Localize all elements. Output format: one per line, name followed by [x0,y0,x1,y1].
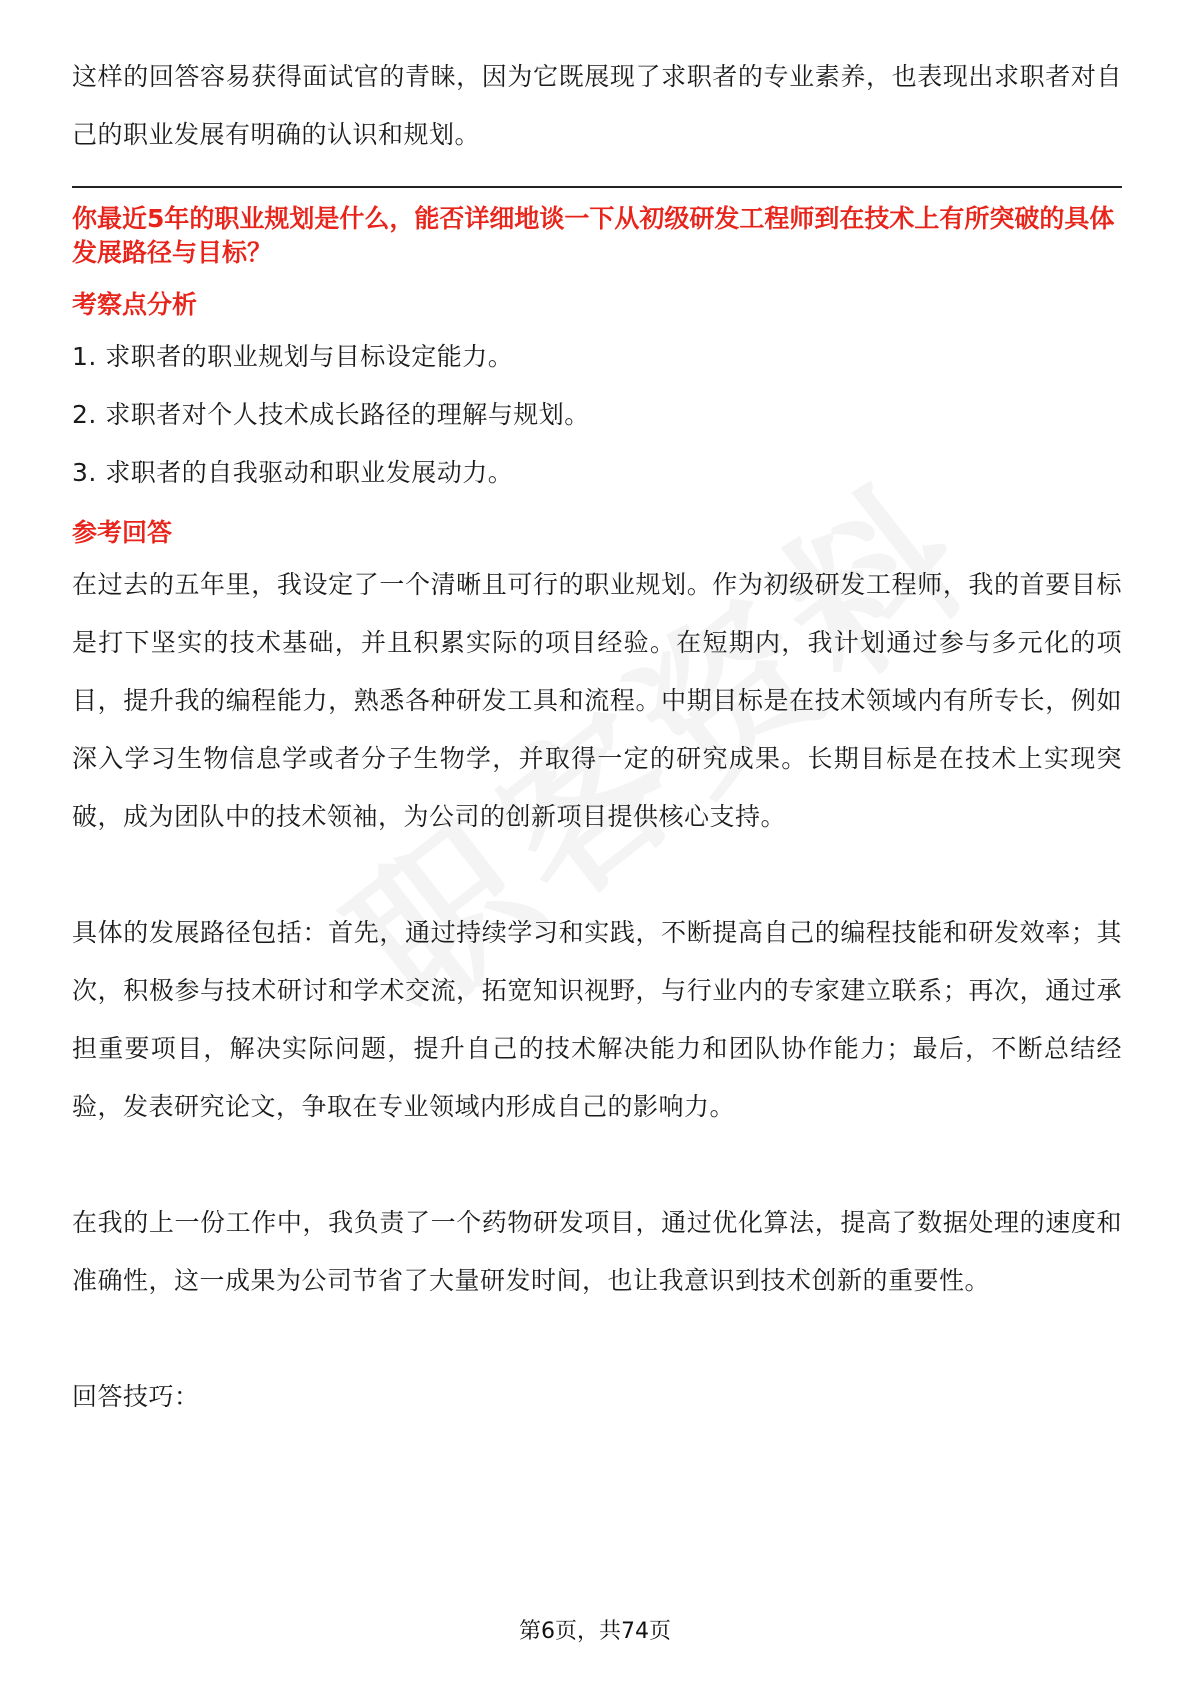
answer-paragraph: 具体的发展路径包括：首先，通过持续学习和实践，不断提高自己的编程技能和研发效率；其次，积极参与技术研讨和学术交流，拓宽知识视野，与行业内的专家建立联系；再次，通过承担重要项目，解决实际问题，提升自己的技术解决能力和团队协作能力；最后，不断总结经验，发表研究论文，争取在专业领域内形成自己的影响力。 [72,918,1122,1121]
page-content [72,48,1122,1426]
analysis-list [72,328,1122,502]
analysis-item: 3. 求职者的自我驱动和职业发展动力。 [72,458,514,487]
analysis-title: 考察点分析 [72,290,198,319]
page-number: 第6页，共74页 [519,1619,671,1644]
tips-label: 回答技巧： [72,1382,200,1411]
analysis-item: 1. 求职者的职业规划与目标设定能力。 [72,342,514,371]
question-heading: 你最近5年的职业规划是什么，能否详细地谈一下从初级研发工程师到在技术上有所突破的具体发展路径与目标？ [72,204,1115,267]
answer-title: 参考回答 [72,518,173,547]
answer-paragraph: 在过去的五年里，我设定了一个清晰且可行的职业规划。作为初级研发工程师，我的首要目标是打下坚实的技术基础，并且积累实际的项目经验。在短期内，我计划通过参与多元化的项目，提升我的编程能力，熟悉各种研发工具和流程。中期目标是在技术领域内有所专长，例如深入学习生物信息学或者分子生物学，并取得一定的研究成果。长期目标是在技术上实现突破，成为团队中的技术领袖，为公司的创新项目提供核心支持。 [72,570,1122,831]
section-divider [72,186,1122,188]
intro-paragraph: 这样的回答容易获得面试官的青睐，因为它既展现了求职者的专业素养，也表现出求职者对自己的职业发展有明确的认识和规划。 [72,62,1122,149]
analysis-item: 2. 求职者对个人技术成长路径的理解与规划。 [72,400,590,429]
answer-paragraph: 在我的上一份工作中，我负责了一个药物研发项目，通过优化算法，提高了数据处理的速度和准确性，这一成果为公司节省了大量研发时间，也让我意识到技术创新的重要性。 [72,1208,1122,1295]
